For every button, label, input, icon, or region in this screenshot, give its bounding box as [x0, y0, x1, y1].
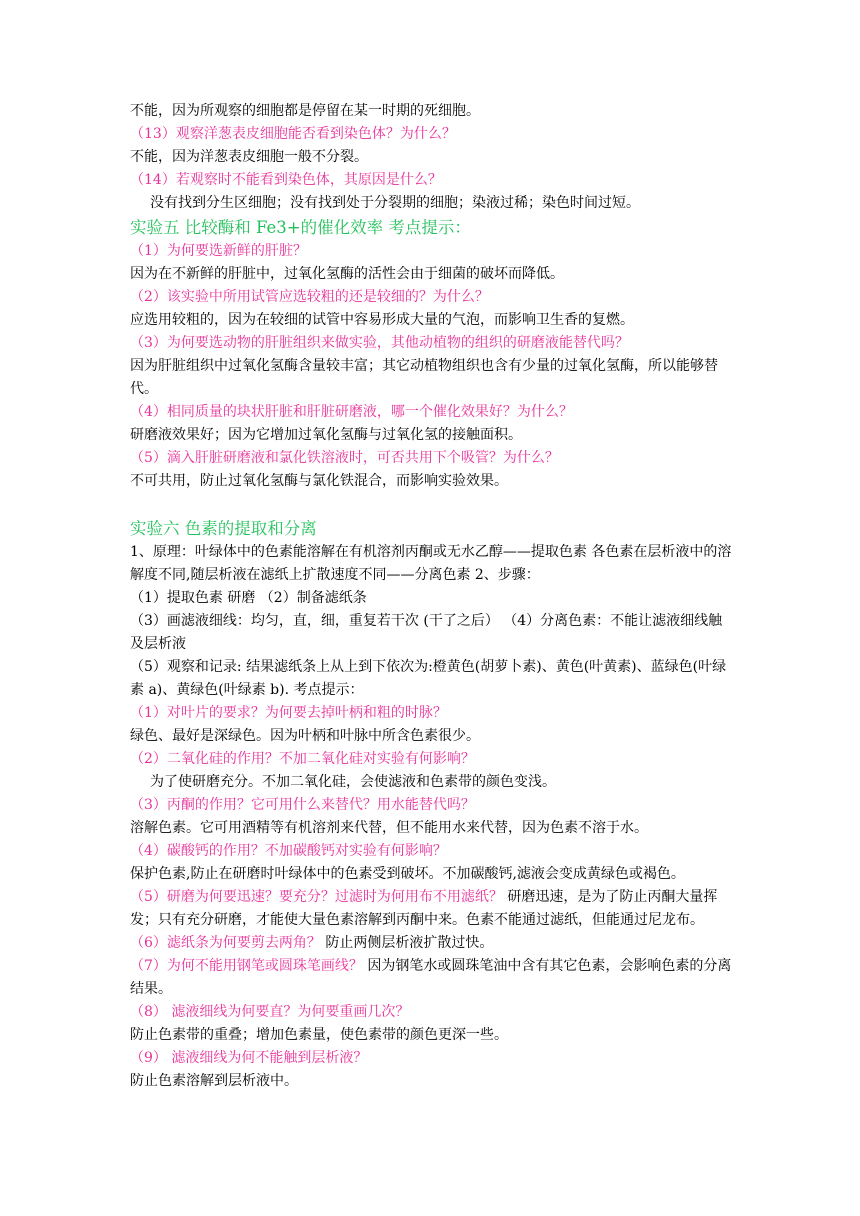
- answer-text: 研磨迅速，是为了防止丙酮大量挥发；只有充分研磨，才能使大量色素溶解到丙酮中来。色素不能通过滤纸，但能通过尼龙布。: [130, 889, 718, 928]
- answer-line: 溶解色素。它可用酒精等有机溶剂来代替，但不能用水来代替，因为色素不溶于水。: [130, 820, 648, 836]
- answer-line: 为了使研磨充分。不加二氧化硅，会使滤液和色素带的颜色变浅。: [150, 774, 556, 790]
- answer-line: 研磨液效果好；因为它增加过氧化氢酶与过氧化氢的接触面积。: [130, 427, 522, 443]
- document-body: [130, 100, 736, 1093]
- question-line: （8） 滤液细线为何要直？为何要重画几次？: [130, 1004, 410, 1020]
- question-line: （14）若观察时不能看到染色体，其原因是什么？: [130, 172, 442, 188]
- answer-line: 没有找到分生区细胞；没有找到处于分裂期的细胞；染液过稀；染色时间过短。: [150, 195, 640, 211]
- question-line: （4）碳酸钙的作用？不加碳酸钙对实验有何影响？: [130, 843, 447, 859]
- question-line: （5）滴入肝脏研磨液和氯化铁溶液时，可否共用下个吸管？为什么？: [130, 450, 559, 466]
- blank-line: [130, 493, 736, 516]
- answer-line: 不能，因为洋葱表皮细胞一般不分裂。: [130, 149, 368, 165]
- question-text: （7）为何不能用钢笔或圆珠笔画线？: [130, 958, 363, 974]
- section-heading: 实验五 比较酶和 Fe3+的催化效率 考点提示：: [130, 218, 471, 237]
- answer-line: 保护色素,防止在研磨时叶绿体中的色素受到破坏。不加碳酸钙,滤液会变成黄绿色或褐色。: [130, 866, 685, 882]
- question-text: （5）研磨为何要迅速？要充分？过滤时为何用布不用滤纸？: [130, 889, 503, 905]
- answer-line: （3）画滤液细线：均匀，直，细，重复若干次 (干了之后） （4）分离色素：不能让滤液细线触及层析液: [130, 613, 723, 652]
- question-answer-line: [130, 955, 736, 1001]
- question-line: （4）相同质量的块状肝脏和肝脏研磨液，哪一个催化效果好？为什么？: [130, 404, 573, 420]
- answer-line: 因为在不新鲜的肝脏中，过氧化氢酶的活性会由于细菌的破坏而降低。: [130, 266, 564, 282]
- question-line: （2）二氧化硅的作用？不加二氧化硅对实验有何影响？: [130, 751, 475, 767]
- answer-line: （1）提取色素 研磨 （2）制备滤纸条: [130, 590, 367, 606]
- answer-line: 绿色、最好是深绿色。因为叶柄和叶脉中所含色素很少。: [130, 728, 480, 744]
- answer-line: 1、原理：叶绿体中的色素能溶解在有机溶剂丙酮或无水乙醇——提取色素 各色素在层析液中的溶解度不同,随层析液在滤纸上扩散速度不同——分离色素 2、步骤：: [130, 544, 732, 583]
- answer-line: 应选用较粗的，因为在较细的试管中容易形成大量的气泡，而影响卫生香的复燃。: [130, 312, 634, 328]
- question-line: （1）为何要选新鲜的肝脏？: [130, 243, 307, 259]
- answer-line: 不可共用，防止过氧化氢酶与氯化铁混合，而影响实验效果。: [130, 473, 508, 489]
- question-line: （1）对叶片的要求？为何要去掉叶柄和粗的时脉？: [130, 705, 447, 721]
- question-line: （3）丙酮的作用？它可用什么来替代？用水能替代吗？: [130, 797, 475, 813]
- answer-line: 因为肝脏组织中过氧化氢酶含量较丰富；其它动植物组织也含有少量的过氧化氢酶，所以能够替代。: [130, 358, 718, 397]
- question-line: （3）为何要选动物的肝脏组织来做实验，其他动植物的组织的研磨液能替代吗？: [130, 335, 629, 351]
- answer-line: 防止色素溶解到层析液中。: [130, 1073, 298, 1089]
- answer-line: （5）观察和记录: 结果滤纸条上从上到下依次为:橙黄色(胡萝卜素)、黄色(叶黄素)、蓝绿色(叶绿素 a)、黄绿色(叶绿素 b). 考点提示：: [130, 659, 727, 698]
- answer-line: 不能，因为所观察的细胞都是停留在某一时期的死细胞。: [130, 103, 480, 119]
- answer-text: 因为钢笔水或圆珠笔油中含有其它色素，会影响色素的分离结果。: [130, 958, 732, 997]
- question-answer-line: [130, 886, 736, 932]
- answer-text: 防止两侧层析液扩散过快。: [320, 935, 494, 951]
- question-answer-line: [130, 932, 736, 955]
- question-line: （13）观察洋葱表皮细胞能否看到染色体？为什么？: [130, 126, 456, 142]
- answer-line: 防止色素带的重叠；增加色素量，使色素带的颜色更深一些。: [130, 1027, 508, 1043]
- question-line: （2）该实验中所用试管应选较粗的还是较细的？为什么？: [130, 289, 489, 305]
- question-line: （9） 滤液细线为何不能触到层析液？: [130, 1050, 368, 1066]
- question-text: （6）滤纸条为何要剪去两角？: [130, 935, 321, 951]
- section-heading: 实验六 色素的提取和分离: [130, 519, 317, 538]
